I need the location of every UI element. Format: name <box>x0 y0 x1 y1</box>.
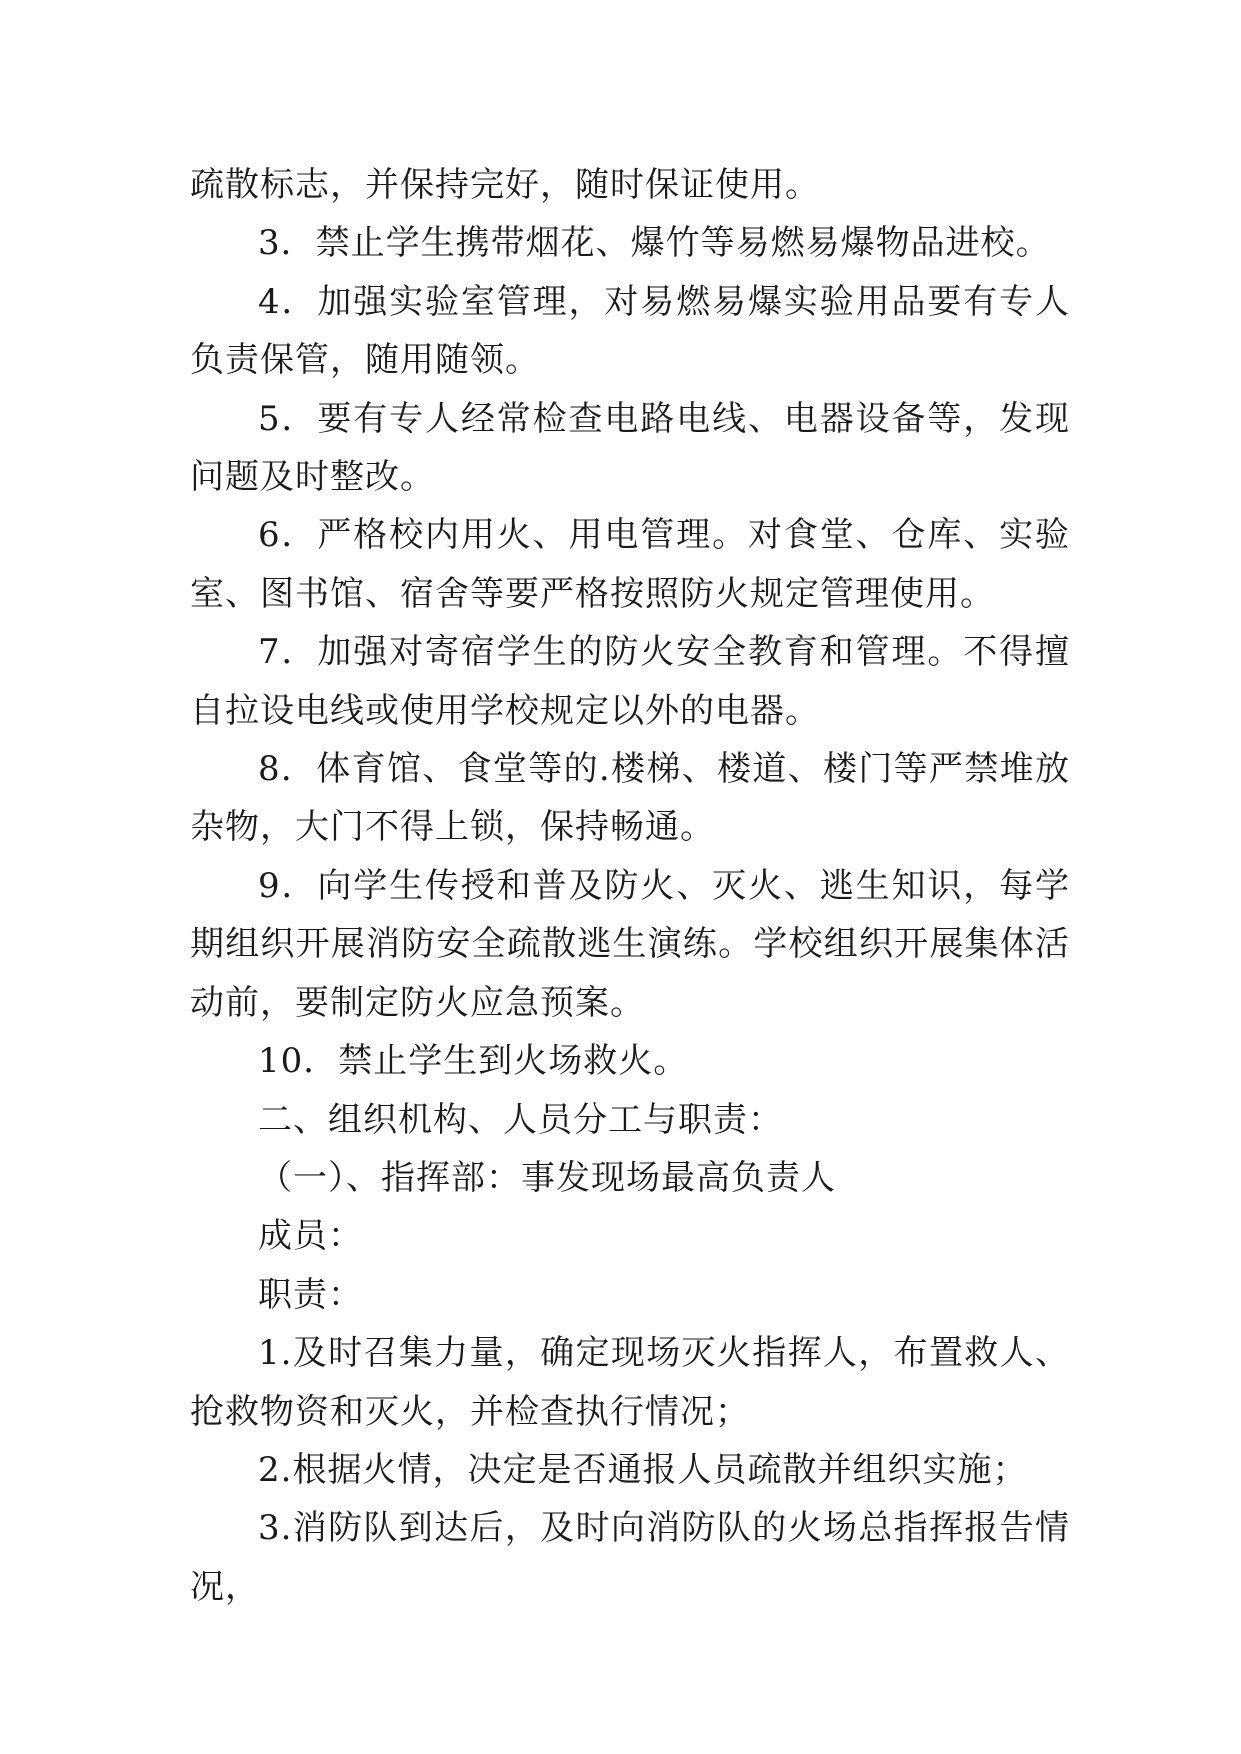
duty-item-1: 1.及时召集力量，确定现场灭火指挥人，布置救人、抢救物资和灭火，并检查执行情况； <box>190 1333 1070 1432</box>
duty-item-3: 3.消防队到达后，及时向消防队的火场总指挥报告情况， <box>190 1508 1070 1607</box>
section-heading: 二、组织机构、人员分工与职责： <box>258 1099 783 1140</box>
subsection-heading: （一）、指挥部：事发现场最高负责人 <box>258 1157 836 1198</box>
paragraph-8: 9．向学生传授和普及防火、灭火、逃生知识，每学期组织开展消防安全疏散逃生演练。学校组织开展集体活动前，要制定防火应急预案。 <box>190 865 1070 1023</box>
paragraph-6: 7．加强对寄宿学生的防火安全教育和管理。不得擅自拉设电线或使用学校规定以外的电器。 <box>190 632 1070 731</box>
duty-item-2: 2.根据火情，决定是否通报人员疏散并组织实施； <box>258 1449 1028 1490</box>
paragraph-5: 6．严格校内用火、用电管理。对食堂、仓库、实验室、图书馆、宿舍等要严格按照防火规定管理使用。 <box>190 515 1070 614</box>
paragraph-3: 4．加强实验室管理，对易燃易爆实验用品要有专人负责保管，随用随领。 <box>190 281 1070 381</box>
paragraph-2: 3．禁止学生携带烟花、爆竹等易燃易爆物品进校。 <box>258 223 1051 264</box>
paragraph-7: 8．体育馆、食堂等的.楼梯、楼道、楼门等严禁堆放杂物，大门不得上锁，保持畅通。 <box>190 749 1070 848</box>
members-label: 成员： <box>258 1216 363 1257</box>
paragraph-9: 10．禁止学生到火场救火。 <box>258 1041 689 1082</box>
paragraph-1: 疏散标志，并保持完好，随时保证使用。 <box>190 165 820 205</box>
duties-label: 职责： <box>258 1274 363 1315</box>
paragraph-4: 5．要有专人经常检查电路电线、电器设备等，发现问题及时整改。 <box>190 398 1070 498</box>
document-body <box>190 156 1070 1616</box>
